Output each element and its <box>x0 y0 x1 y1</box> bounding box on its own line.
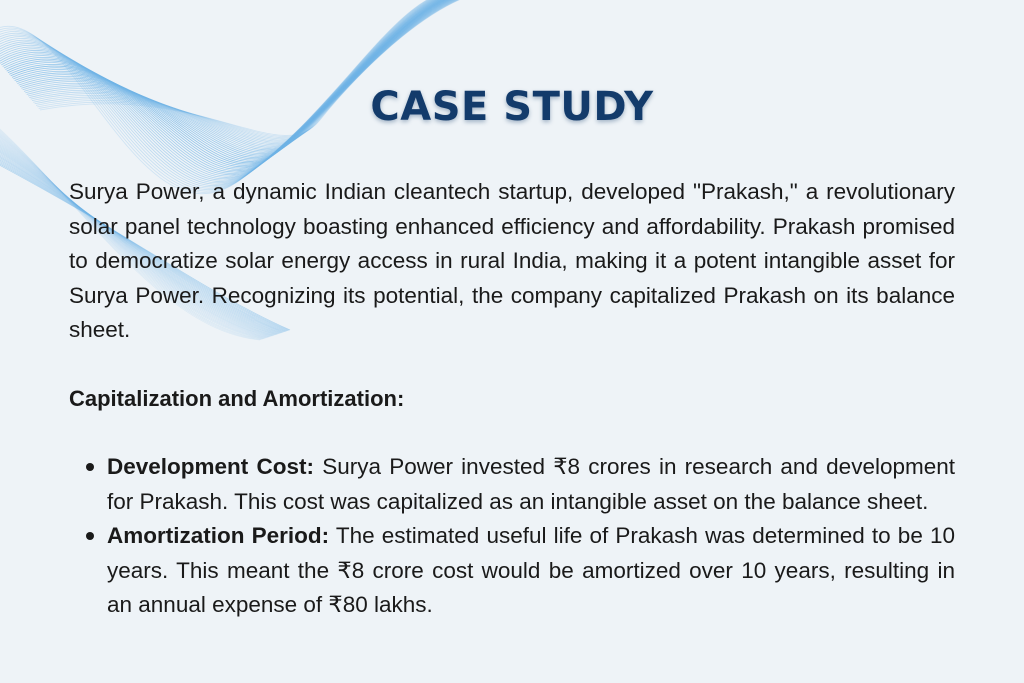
wave-line <box>17 0 488 156</box>
bullet-list <box>69 450 955 623</box>
wave-line <box>12 0 486 161</box>
case-study-content <box>69 175 955 623</box>
list-item-label: Amortization Period: <box>107 523 330 548</box>
wave-line <box>16 0 488 158</box>
wave-line <box>11 0 486 163</box>
list-item <box>107 450 955 519</box>
wave-line <box>9 0 484 164</box>
wave-line <box>8 0 484 165</box>
wave-line <box>20 0 490 154</box>
list-item-label: Development Cost: <box>107 454 314 479</box>
page-title: CASE STUDY <box>370 84 654 130</box>
section-heading: Capitalization and Amortization: <box>69 385 405 411</box>
bullet-dot-icon <box>86 463 94 471</box>
bullet-dot-icon <box>86 532 94 540</box>
intro-paragraph: Surya Power, a dynamic Indian cleantech startup, developed "Prakash," a revolutionary solar panel technology boasting enhanced efficiency and affordability. Prakash promised to democratize solar energy access in rural India, making it a potent intangible asset for Surya Power. Recognizing its potential, the company capitalized Prakash on its balance sheet. <box>69 179 955 342</box>
wave-line <box>19 0 490 155</box>
list-item-text: Surya Power invested ₹8 crores in research and development for Prakash. This cost was capitalized as an intangible asset on the balance sheet. <box>107 454 956 514</box>
list-item-text: The estimated useful life of Prakash was determined to be 10 years. This meant the ₹8 crore cost would be amortized over 10 years, resulting in an annual expense of ₹80 lakhs. <box>107 523 955 617</box>
wave-line <box>15 0 488 159</box>
list-item <box>107 519 955 623</box>
wave-line <box>13 0 486 160</box>
